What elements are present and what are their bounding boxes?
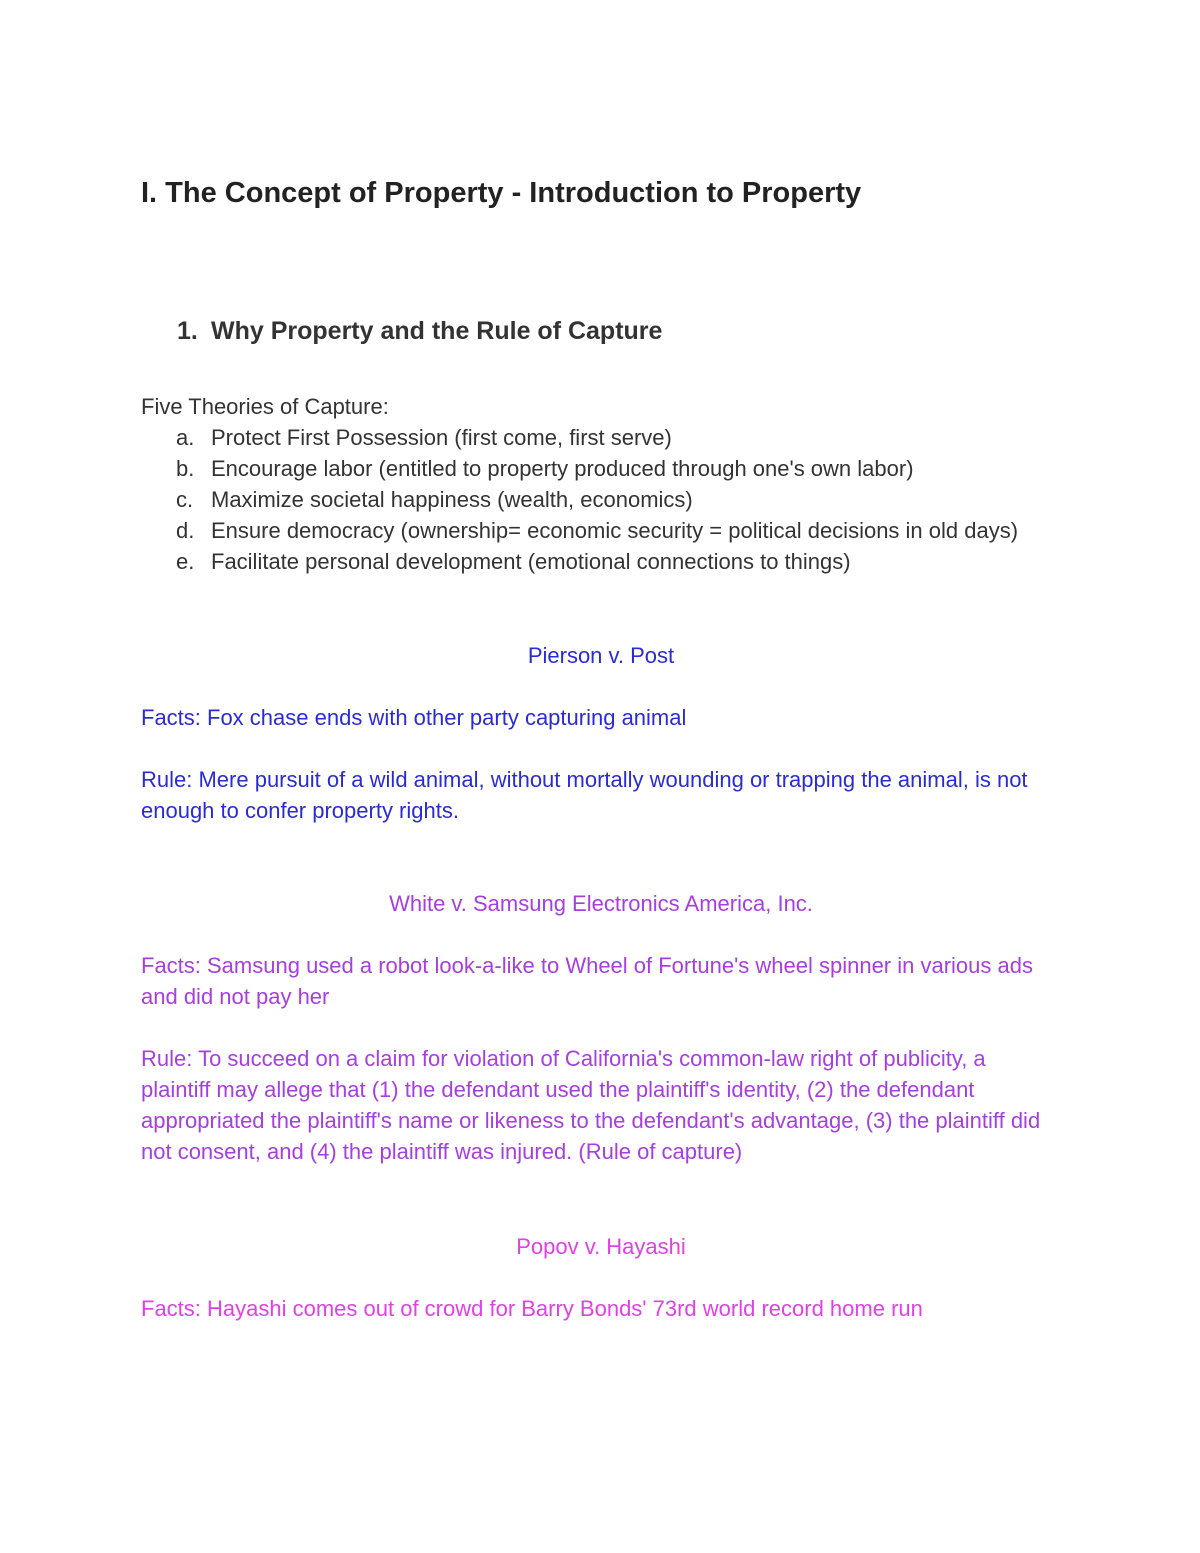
list-item — [141, 546, 1061, 577]
list-item-text: Maximize societal happiness (wealth, economics) — [211, 487, 693, 512]
case-facts-pierson: Facts: Fox chase ends with other party capturing animal — [141, 705, 687, 730]
list-item — [141, 484, 1061, 515]
list-marker: d. — [176, 518, 195, 543]
section-title: Why Property and the Rule of Capture — [211, 317, 663, 345]
list-marker: b. — [176, 456, 195, 481]
case-facts-white: Facts: Samsung used a robot look-a-like to Wheel of Fortune's wheel spinner in various ads and did not pay her — [141, 953, 1033, 1009]
case-title-pierson: Pierson v. Post — [527, 643, 675, 668]
list-marker: e. — [176, 549, 195, 574]
document-heading: I. The Concept of Property - Introduction to Property — [141, 177, 862, 209]
case-facts-popov: Facts: Hayashi comes out of crowd for Barry Bonds' 73rd world record home run — [141, 1296, 923, 1321]
case-title-white: White v. Samsung Electronics America, Inc. — [389, 891, 813, 916]
list-item — [141, 422, 1061, 453]
list-item-text: Protect First Possession (first come, first serve) — [211, 425, 672, 450]
theories-title: Five Theories of Capture: — [141, 394, 389, 419]
list-item — [141, 453, 1061, 484]
case-rule-pierson: Rule: Mere pursuit of a wild animal, without mortally wounding or trapping the animal, is not enough to confer property rights. — [141, 767, 1028, 823]
list-item-text: Encourage labor (entitled to property produced through one's own labor) — [211, 456, 914, 481]
list-item-text: Facilitate personal development (emotional connections to things) — [211, 549, 851, 574]
list-marker: c. — [176, 487, 194, 512]
section-number: 1. — [177, 317, 198, 345]
list-item-text: Ensure democracy (ownership= economic security = political decisions in old days) — [211, 518, 1019, 543]
case-rule-white: Rule: To succeed on a claim for violation of California's common-law right of publicity, a plaintiff may allege that (1) the defendant used the plaintiff's identity, (2) the defendant appropriated the plaintiff's name or likeness to the defendant's advantage, (3) the plaintiff did not consent, and (4) the plaintiff was injured. (Rule of capture) — [141, 1046, 1041, 1164]
section-heading — [177, 317, 662, 346]
theories-list — [141, 422, 1061, 577]
case-title-popov: Popov v. Hayashi — [516, 1234, 686, 1259]
list-item — [141, 515, 1061, 546]
list-marker: a. — [176, 425, 195, 450]
